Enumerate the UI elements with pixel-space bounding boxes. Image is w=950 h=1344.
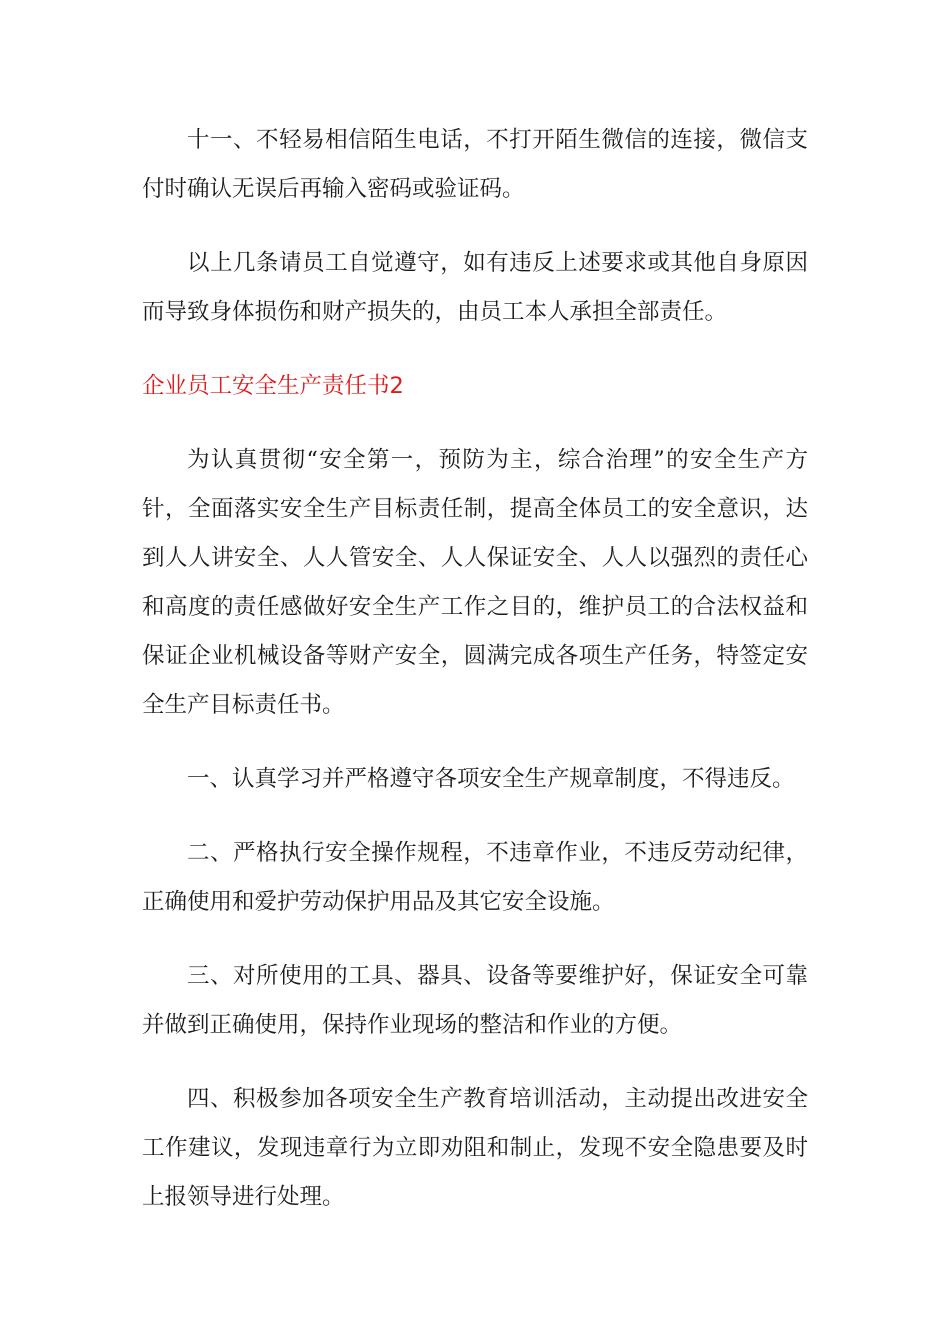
paragraph-item-11: 十一、不轻易相信陌生电话，不打开陌生微信的连接，微信支付时确认无误后再输入密码或验证码。 [142, 127, 808, 202]
document-body [142, 116, 808, 1247]
paragraph-compliance-note: 以上几条请员工自觉遵守，如有违反上述要求或其他自身原因而导致身体损伤和财产损失的，由员工本人承担全部责任。 [142, 250, 808, 325]
paragraph-item-2: 二、严格执行安全操作规程，不违章作业，不违反劳动纪律，正确使用和爱护劳动保护用品及其它安全设施。 [142, 840, 808, 915]
paragraph-intro: 为认真贯彻“安全第一，预防为主，综合治理”的安全生产方针，全面落实安全生产目标责任制，提高全体员工的安全意识，达到人人讲安全、人人管安全、人人保证安全、人人以强烈的责任心和高度的责任感做好安全生产工作之目的，维护员工的合法权益和保证企业机械设备等财产安全，圆满完成各项生产任务，特签定安全生产目标责任书。 [142, 447, 808, 718]
paragraph-item-3: 三、对所使用的工具、器具、设备等要维护好，保证安全可靠并做到正确使用，保持作业现场的整洁和作业的方便。 [142, 963, 808, 1038]
paragraph-item-1: 一、认真学习并严格遵守各项安全生产规章制度，不得违反。 [187, 766, 795, 792]
section-heading: 企业员工安全生产责任书2 [142, 373, 404, 399]
paragraph-item-4: 四、积极参加各项安全生产教育培训活动，主动提出改进安全工作建议，发现违章行为立即劝阻和制止，发现不安全隐患要及时上报领导进行处理。 [142, 1086, 808, 1210]
